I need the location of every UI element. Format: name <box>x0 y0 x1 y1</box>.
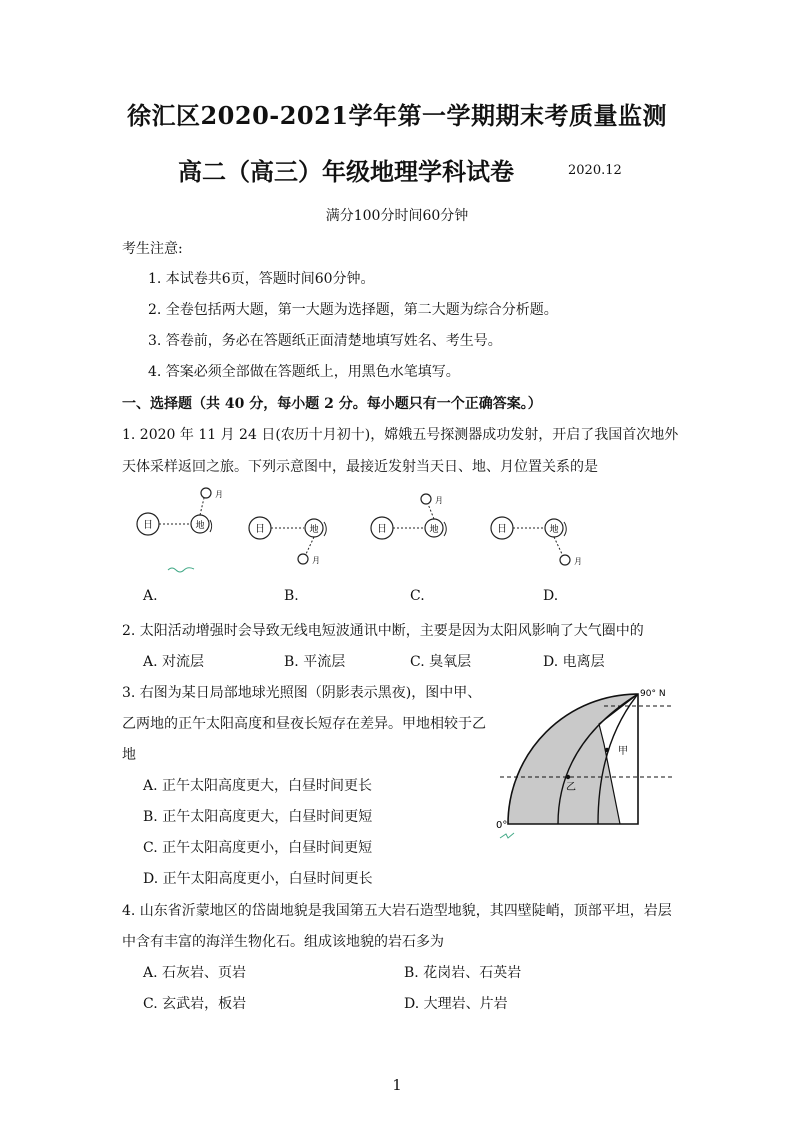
point-jia-label: 甲 <box>618 746 628 757</box>
section-heading: 一、选择题（共 40 分，每小题 2 分。每小题只有一个正确答案。） <box>122 396 542 412</box>
q1-option-b: B. <box>284 588 299 604</box>
latitude-0-label: 0° <box>496 820 508 831</box>
q3-stem-line2: 乙两地的正午太阳高度和昼夜长短存在差异。甲地相较于乙 <box>122 716 486 732</box>
q4-option-b: B. 花岗岩、石英岩 <box>404 965 522 981</box>
q2-option-d: D. 电离层 <box>543 654 605 670</box>
exam-subtitle: 满分100分时间60分钟 <box>325 208 469 224</box>
q3-option-a: A. 正午太阳高度更大，白昼时间更长 <box>143 778 373 794</box>
q2-option-a: A. 对流层 <box>143 654 205 670</box>
moon-label: 月 <box>312 556 320 565</box>
notice-heading: 考生注意: <box>122 241 183 257</box>
page-number: 1 <box>392 1076 402 1094</box>
q3-option-b: B. 正午太阳高度更大，白昼时间更短 <box>143 809 373 825</box>
q2-option-c: C. 臭氧层 <box>410 654 472 670</box>
q3-option-c: C. 正午太阳高度更小，白昼时间更短 <box>143 840 373 856</box>
moon-label: 月 <box>574 557 582 566</box>
scribble-mark <box>500 833 514 838</box>
notice-item: 2. 全卷包括两大题，第一大题为选择题，第二大题为综合分析题。 <box>148 302 558 318</box>
exam-title-line2: 高二（高三）年级地理学科试卷 <box>178 157 514 186</box>
q2-stem: 2. 太阳活动增强时会导致无线电短波通讯中断，主要是因为太阳风影响了大气圈中的 <box>122 623 644 639</box>
q3-option-d: D. 正午太阳高度更小，白昼时间更长 <box>143 871 373 887</box>
moon-icon <box>201 488 211 498</box>
q1-diagram-d <box>491 517 582 566</box>
q1-diagram-a <box>137 488 223 572</box>
earth-label: 地 <box>549 525 559 535</box>
earth-label: 地 <box>309 525 319 535</box>
moon-label: 月 <box>435 496 443 505</box>
q4-option-d: D. 大理岩、片岩 <box>404 996 508 1012</box>
q4-stem-line1: 4. 山东省沂蒙地区的岱崮地貌是我国第五大岩石造型地貌，其四壁陡峭，顶部平坦，岩层 <box>122 903 672 919</box>
point-yi-label: 乙 <box>566 782 576 793</box>
sun-label: 日 <box>143 520 153 531</box>
earth-label: 地 <box>429 525 439 535</box>
q1-diagram-b <box>249 517 326 565</box>
q1-stem-line2: 天体采样返回之旅。下列示意图中，最接近发射当天日、地、月位置关系的是 <box>122 459 598 475</box>
q3-stem-line3: 地 <box>122 747 136 763</box>
q4-option-a: A. 石灰岩、页岩 <box>143 965 247 981</box>
latitude-90-label: 90° N <box>640 689 666 699</box>
moon-icon <box>421 494 431 504</box>
notice-item: 3. 答卷前，务必在答题纸正面清楚地填写姓名、考生号。 <box>148 333 502 349</box>
q1-diagrams <box>120 480 600 582</box>
q4-stem-line2: 中含有丰富的海洋生物化石。组成该地貌的岩石多为 <box>122 934 444 950</box>
q4-option-c: C. 玄武岩，板岩 <box>143 996 247 1012</box>
q1-option-d: D. <box>543 588 559 604</box>
q3-illumination-figure <box>494 684 688 844</box>
notice-item: 1. 本试卷共6页，答题时间60分钟。 <box>148 271 375 287</box>
q1-diagram-c <box>371 494 446 539</box>
q2-option-b: B. 平流层 <box>284 654 346 670</box>
sun-label: 日 <box>497 524 507 535</box>
point-jia-marker <box>605 748 609 752</box>
q1-option-a: A. <box>143 588 158 604</box>
earth-label: 地 <box>195 521 205 531</box>
exam-date: 2020.12 <box>568 163 622 178</box>
sun-label: 日 <box>255 524 265 535</box>
moon-icon <box>560 555 570 565</box>
exam-title-line1: 徐汇区2020-2021学年第一学期期末考质量监测 <box>126 101 668 130</box>
moon-icon <box>298 554 308 564</box>
notice-item: 4. 答案必须全部做在答题纸上，用黑色水笔填写。 <box>148 364 460 380</box>
q3-stem-line1: 3. 右图为某日局部地球光照图（阴影表示黑夜)，图中甲、 <box>122 685 482 701</box>
point-yi-marker <box>566 775 570 779</box>
sun-label: 日 <box>377 524 387 535</box>
moon-label: 月 <box>215 490 223 499</box>
q1-stem-line1: 1. 2020 年 11 月 24 日(农历十月初十)，嫦娥五号探测器成功发射，开启了我国首次地外 <box>122 427 679 443</box>
q1-option-c: C. <box>410 588 425 604</box>
scribble-mark <box>168 568 194 572</box>
